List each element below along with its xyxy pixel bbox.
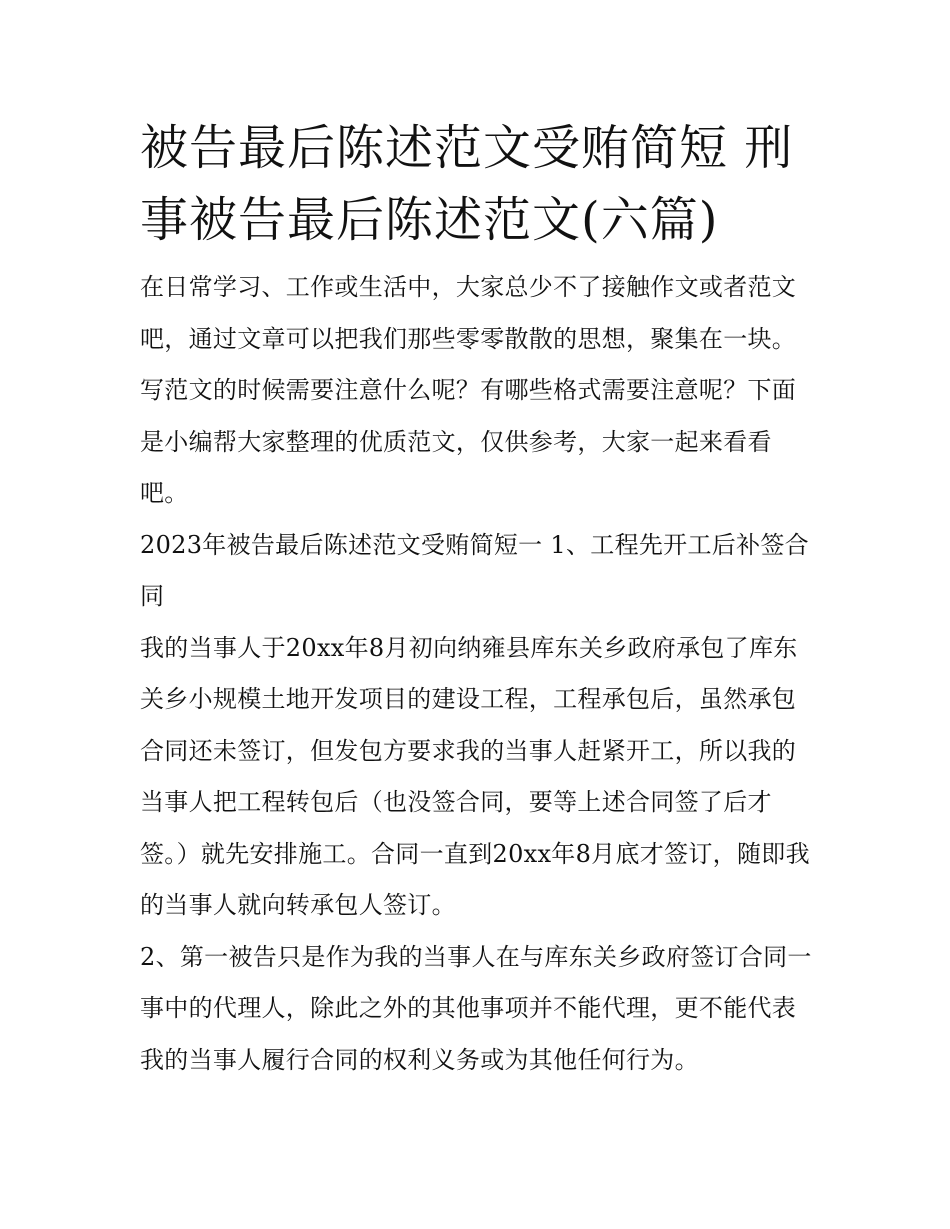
- agent-scope-paragraph: 2、第一被告只是作为我的当事人在与库东关乡政府签订合同一事中的代理人，除此之外的其他事项并不能代理，更不能代表我的当事人履行合同的权利义务或为其他任何行为。: [140, 942, 812, 1074]
- section-heading-paragraph: 2023年被告最后陈述范文受贿简短一 1、工程先开工后补签合同: [140, 530, 809, 610]
- intro-paragraph: 在日常学习、工作或生活中，大家总少不了接触作文或者范文吧，通过文章可以把我们那些零零散散的思想，聚集在一块。写范文的时候需要注意什么呢？有哪些格式需要注意呢？下面是小编帮大家整理的优质范文，仅供参考，大家一起来看看吧。: [140, 273, 797, 507]
- case-facts-paragraph: 我的当事人于20xx年8月初向纳雍县库东关乡政府承包了库东关乡小规模土地开发项目的建设工程，工程承包后，虽然承包合同还未签订，但发包方要求我的当事人赶紧开工，所以我的当事人把工程转包后（也没签合同，要等上述合同签了后才签。）就先安排施工。合同一直到20xx年8月底才签订，随即我的当事人就向转承包人签订。: [140, 633, 810, 919]
- document-body: [140, 112, 820, 1086]
- document-title: 被告最后陈述范文受贿简短 刑事被告最后陈述范文(六篇): [140, 120, 794, 248]
